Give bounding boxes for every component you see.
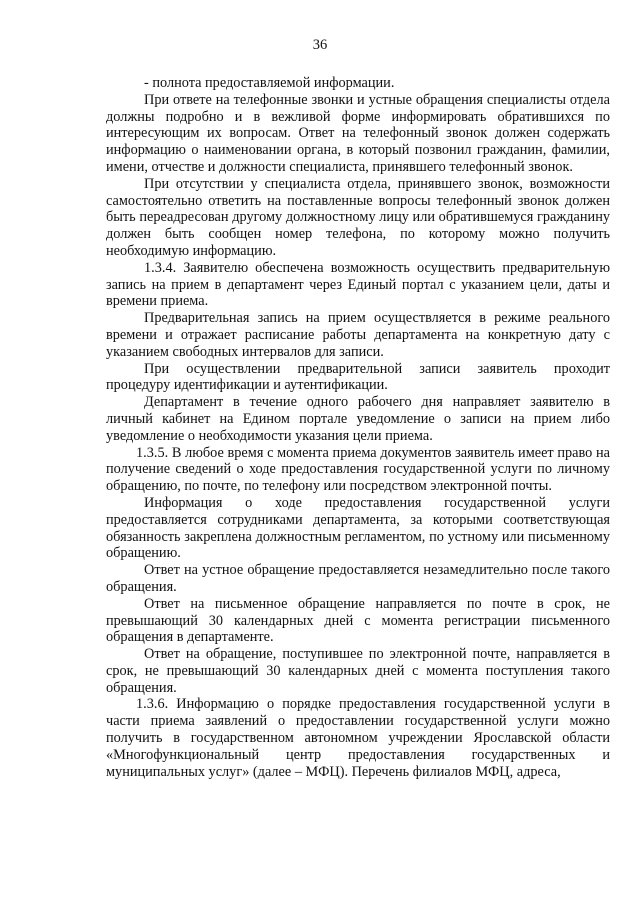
paragraph-oral-response: Ответ на устное обращение предоставляется незамедлительно после такого обращения. [106, 562, 610, 595]
paragraph-realtime-booking: Предварительная запись на прием осуществляется в режиме реального времени и отражает расписание работы департамента на конкретную дату с указанием свободных интервалов для записи. [106, 310, 610, 360]
page-number: 36 [312, 37, 328, 53]
paragraph-email-response: Ответ на обращение, поступившее по электронной почте, направляется в срок, не превышающий 30 календарных дней с момента поступления такого обращения. [106, 646, 610, 696]
paragraph-progress-info: Информация о ходе предоставления государственной услуги предоставляется сотрудниками департамента, за которыми соответствующая обязанность закреплена должностным регламентом, по устному или письменному обращению. [106, 494, 610, 562]
paragraph-written-response: Ответ на письменное обращение направляется по почте в срок, не превышающий 30 календарных дней с момента регистрации письменного обращения в департаменте. [106, 595, 610, 646]
paragraph-1-3-4: 1.3.4. Заявителю обеспечена возможность осуществить предварительную запись на прием в департамент через Единый портал с указанием цели, даты и времени приема. [106, 259, 610, 310]
paragraph-phone-answers: При ответе на телефонные звонки и устные обращения специалисты отдела должны подробно и в вежливой форме информировать обратившихся по интересующим их вопросам. Ответ на телефонный звонок должен содержать информацию о наименовании органа, в который позвонил гражданин, фамилии, имени, отчестве и должности специалиста, принявшего телефонный звонок. [106, 91, 610, 175]
paragraph-call-redirect: При отсутствии у специалиста отдела, принявшего звонок, возможности самостоятельно ответить на поставленные вопросы телефонный звонок должен быть переадресован другому должностному лицу или обратившемуся гражданину должен быть сообщен номер телефона, по которому можно получить необходимую информацию. [106, 175, 610, 259]
paragraph-notification: Департамент в течение одного рабочего дня направляет заявителю в личный кабинет на Едином портале уведомление о записи на прием либо уведомление о необходимости указания цели приема. [106, 394, 610, 444]
paragraph-identification: При осуществлении предварительной записи заявитель проходит процедуру идентификации и аутентификации. [106, 360, 610, 394]
paragraph-1-3-6: 1.3.6. Информацию о порядке предоставления государственной услуги в части приема заявлений о предоставлении государственной услуги можно получить в государственном автономном учреждении Ярославской области «Многофункциональный центр предоставления государственных и муниципальных услуг» (далее – МФЦ). Перечень филиалов МФЦ, адреса, [106, 696, 610, 780]
paragraph-completeness: - полнота предоставляемой информации. [144, 75, 395, 91]
paragraph-1-3-5: 1.3.5. В любое время с момента приема документов заявитель имеет право на получение сведений о ходе предоставления государственной услуги по личному обращению, по почте, по телефону или посредством электронной почты. [106, 444, 610, 495]
body-text [106, 75, 610, 780]
